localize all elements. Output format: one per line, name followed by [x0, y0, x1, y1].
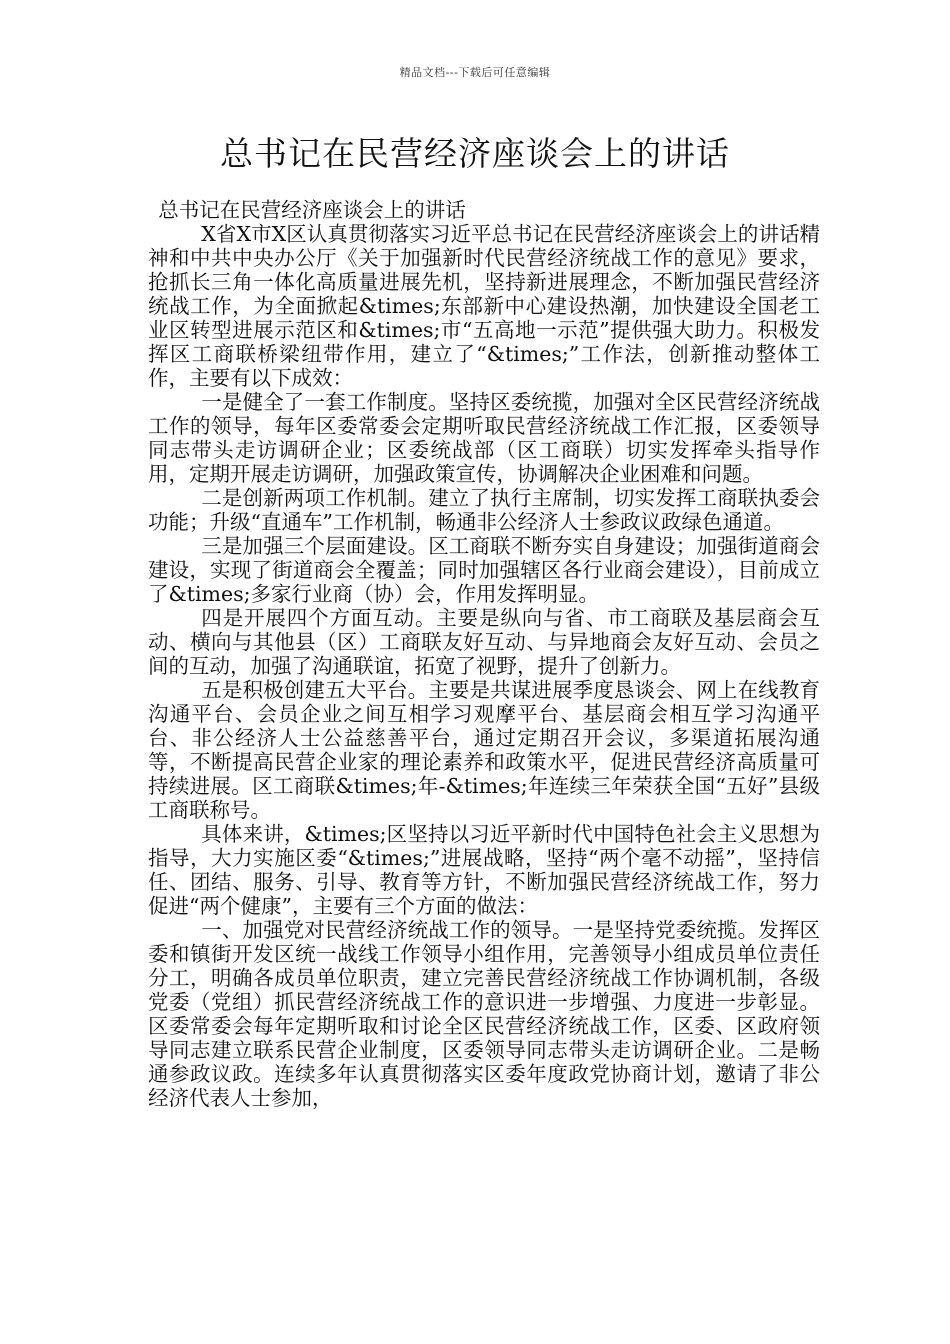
paragraph-practices: 具体来讲，&times;区坚持以习近平新时代中国特色社会主义思想为指导，大力实施区委“&times;”进展战略，坚持“两个毫不动摇”，坚持信任、团结、服务、引导、教育等方针，不断加强民营经济统战工作，努力促进“两个健康”，主要有三个方面的做法： [148, 822, 820, 918]
paragraph-intro: X省X市X区认真贯彻落实习近平总书记在民营经济座谈会上的讲话精神和中共中央办公厅《关于加强新时代民营经济统战工作的意见》要求，抢抓长三角一体化高质量进展先机，坚持新进展理念，不断加强民营经济统战工作，为全面掀起&times;东部新中心建设热潮，加快建设全国老工业区转型进展示范区和&times;市“五高地一示范”提供强大助力。积极发挥区工商联桥梁纽带作用，建立了“&times;”工作法，创新推动整体工作，主要有以下成效： [148, 222, 820, 390]
header-note: 精品文档---下载后可任意编辑 [399, 66, 551, 79]
paragraph-point-3: 三是加强三个层面建设。区工商联不断夯实自身建设；加强街道商会建设，实现了街道商会全覆盖；同时加强辖区各行业商会建设），目前成立了&times;多家行业商（协）会，作用发挥明显。 [148, 534, 820, 606]
paragraph-point-5: 五是积极创建五大平台。主要是共谋进展季度恳谈会、网上在线教育沟通平台、会员企业之间互相学习观摩平台、基层商会相互学习沟通平台、非公经济人士公益慈善平台，通过定期召开会议，多渠道拓展沟通等，不断提高民营企业家的理论素养和政策水平，促进民营经济高质量可持续进展。区工商联&times;年-&times;年连续三年荣获全国“五好”县级工商联称号。 [148, 678, 820, 822]
document-title: 总书记在民营经济座谈会上的讲话 [220, 134, 730, 173]
paragraph-point-2: 二是创新两项工作机制。建立了执行主席制，切实发挥工商联执委会功能；升级“直通车”工作机制，畅通非公经济人士参政议政绿色通道。 [148, 486, 820, 534]
paragraph-point-1: 一是健全了一套工作制度。坚持区委统揽，加强对全区民营经济统战工作的领导，每年区委常委会定期听取民营经济统战工作汇报，区委领导同志带头走访调研企业；区委统战部（区工商联）切实发挥牵头指导作用，定期开展走访调研，加强政策宣传，协调解决企业困难和问题。 [148, 390, 820, 486]
document-body [148, 198, 820, 1110]
paragraph-section-1: 一、加强党对民营经济统战工作的领导。一是坚持党委统揽。发挥区委和镇街开发区统一战线工作领导小组作用，完善领导小组成员单位责任分工，明确各成员单位职责，建立完善民营经济统战工作协调机制，各级党委（党组）抓民营经济统战工作的意识进一步增强、力度进一步彰显。区委常委会每年定期听取和讨论全区民营经济统战工作，区委、区政府领导同志建立联系民营企业制度，区委领导同志带头走访调研企业。二是畅通参政议政。连续多年认真贯彻落实区委年度政党协商计划，邀请了非公经济代表人士参加， [148, 918, 820, 1110]
paragraph-point-4: 四是开展四个方面互动。主要是纵向与省、市工商联及基层商会互动、横向与其他县（区）工商联友好互动、与异地商会友好互动、会员之间的互动，加强了沟通联谊，拓宽了视野，提升了创新力。 [148, 606, 820, 678]
body-subtitle: 总书记在民营经济座谈会上的讲话 [158, 198, 466, 222]
